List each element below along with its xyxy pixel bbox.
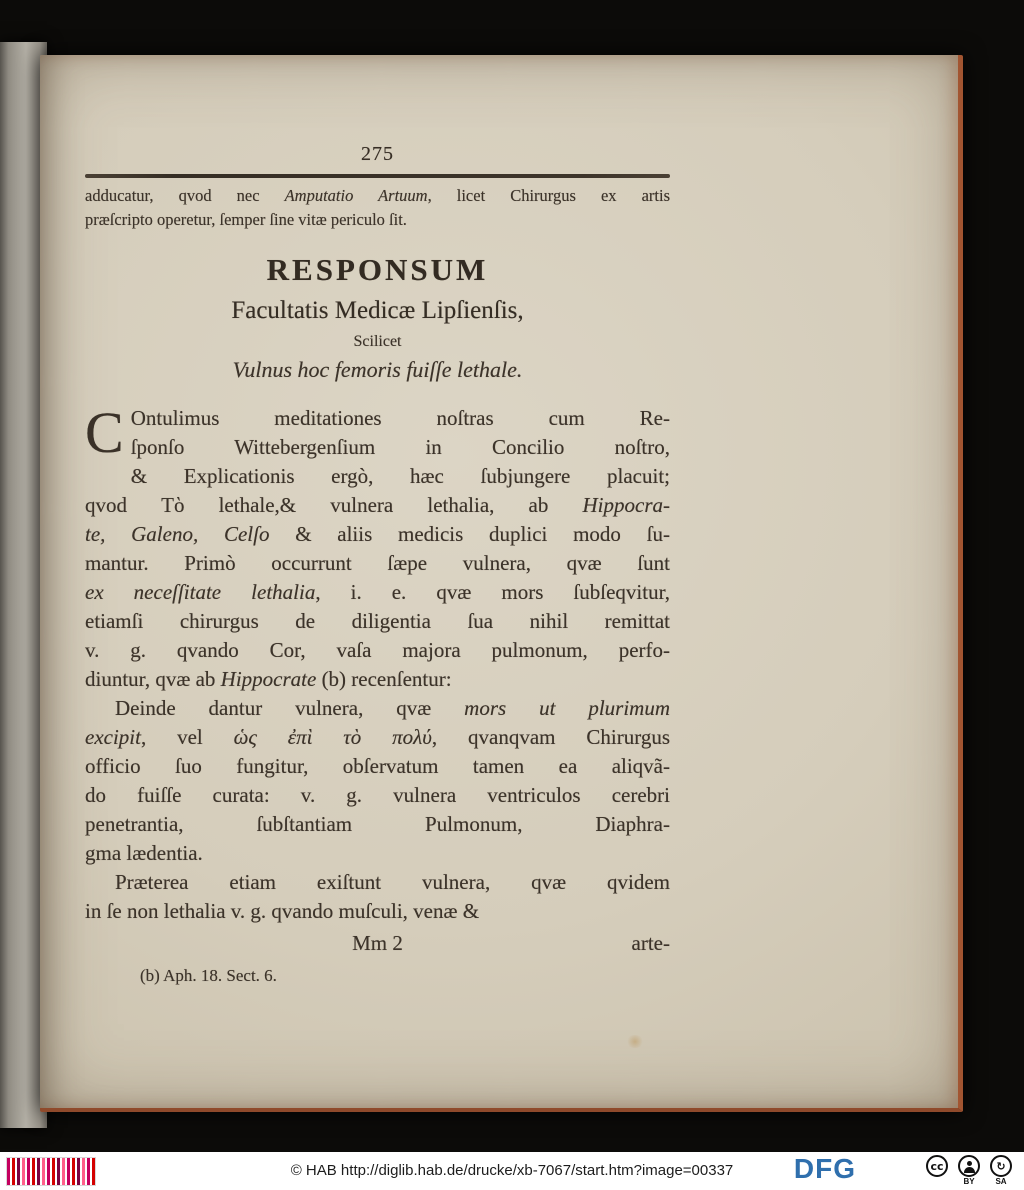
section-title: RESPONSUM	[266, 252, 489, 287]
text-line: adducatur, qvod nec Amputatio Artuum, licet Chirurgus ex artis	[85, 186, 670, 205]
header-rule	[85, 174, 670, 178]
text-block	[85, 55, 670, 986]
text-line: Ontulimus meditationes noſtras cum Re-	[130, 406, 670, 430]
cc-badge[interactable]	[926, 1155, 948, 1186]
faculty-subtitle: Facultatis Medicæ Lipſienſis,	[231, 297, 524, 324]
text-line: te, Galeno, Celſo & aliis medicis duplici modo ſu-	[85, 522, 670, 546]
body-text	[85, 400, 670, 926]
text-line: diuntur, qvæ ab Hippocrate (b) recenſentur:	[85, 667, 452, 691]
gathering-signature: Mm 2	[352, 931, 403, 955]
text-line: officio ſuo fungitur, obſervatum tamen ea aliqvã-	[85, 754, 670, 778]
catchword: arte-	[631, 931, 670, 955]
cc-by-label: BY	[963, 1177, 975, 1186]
text-line: qvod Τὸ lethale,& vulnera lethalia, ab Hippocra-	[85, 493, 670, 517]
credit-url[interactable]: © HAB http://diglib.hab.de/drucke/xb-7067/start.htm?image=00337	[290, 1162, 734, 1179]
text-line: Præterea etiam exiſtunt vulnera, qvæ qvidem	[115, 870, 670, 894]
text-line: v. g. qvando Cor, vaſa majora pulmonum, perfo-	[85, 638, 670, 662]
cc-by-badge[interactable]	[958, 1155, 980, 1186]
cc-by-person-icon	[958, 1155, 980, 1177]
text-line: in ſe non lethalia v. g. qvando muſculi, venæ &	[85, 899, 480, 923]
cc-sa-label: SA	[995, 1177, 1007, 1186]
paragraph	[85, 694, 670, 868]
text-line: excipit, vel ὡς ἐπὶ τὸ πολύ, qvanqvam Chirurgus	[85, 725, 670, 749]
signature-line	[85, 931, 670, 960]
text-line: ſponſo Wittebergenſium in Concilio noſtro,	[130, 435, 670, 459]
text-line: Deinde dantur vulnera, qvæ mors ut plurimum	[115, 696, 670, 720]
paragraph	[85, 400, 670, 694]
cc-license-badges[interactable]	[926, 1155, 1012, 1186]
text-line: mantur. Primò occurrunt ſæpe vulnera, qvæ ſunt	[85, 551, 670, 575]
drop-cap: C	[85, 400, 124, 465]
text-line: penetrantia, ſubſtantiam Pulmonum, Diaphra-	[85, 812, 670, 836]
cc-icon: cc	[926, 1155, 948, 1177]
cc-sa-arrow-icon: ↻	[990, 1155, 1012, 1177]
paragraph	[85, 868, 670, 926]
footnote: (b) Aph. 18. Sect. 6.	[140, 966, 277, 985]
text-line: ex neceſſitate lethalia, i. e. qvæ mors ſubſeqvitur,	[85, 580, 670, 604]
paper-stain	[626, 1035, 644, 1048]
running-text	[85, 184, 670, 232]
text-line: do fuiſſe curata: v. g. vulnera ventriculos cerebri	[85, 783, 670, 807]
text-line: gma lædentia.	[85, 841, 203, 865]
text-line: etiamſi chirurgus de diligentia ſua nihil remittat	[85, 609, 670, 633]
cc-sa-badge[interactable]	[990, 1155, 1012, 1186]
book-page-scan	[40, 55, 963, 1112]
text-line: præſcripto operetur, ſemper ſine vitæ periculo ſit.	[85, 210, 407, 229]
viewer-footer-bar	[0, 1152, 1024, 1190]
scilicet-label: Scilicet	[353, 333, 402, 350]
text-line: & Explicationis ergò, hæc ſubjungere placuit;	[130, 464, 670, 488]
dfg-logo[interactable]: DFG	[793, 1153, 856, 1184]
case-motto: Vulnus hoc femoris fuiſſe lethale.	[232, 357, 523, 382]
page-number: 275	[361, 143, 394, 165]
